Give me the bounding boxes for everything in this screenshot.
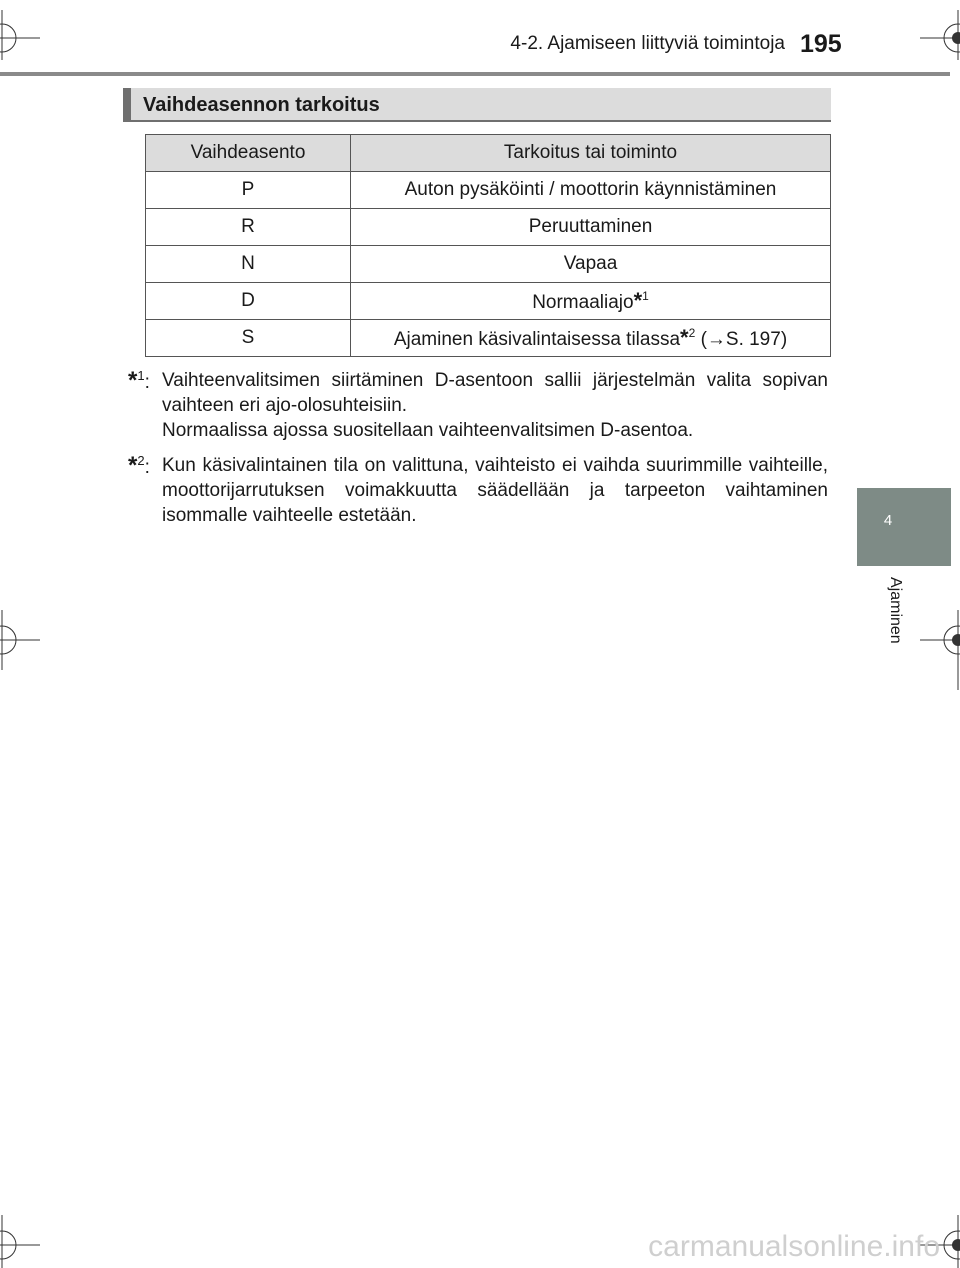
footnote-star: *: [128, 367, 138, 394]
footnote-text: Kun käsivalintainen tila on valittuna, vaihteisto ei vaihda suurimmille vaihteille, moottorijarrutuksen voimakkuutta säädellään ja tarpeeton vaihtaminen isommalle vaihteelle estetään.: [162, 455, 828, 526]
footnote-marker: [128, 453, 164, 480]
page-reference: (→S. 197): [700, 329, 788, 350]
column-header-position: Vaihdeasento: [146, 135, 351, 172]
footnote-body: [162, 453, 828, 528]
table-header-row: [146, 135, 831, 172]
cell-position: N: [146, 246, 351, 283]
footnote-1: [128, 368, 828, 443]
page-number: 195: [800, 30, 842, 58]
table-row: [146, 320, 831, 357]
footnote-text: Normaalissa ajossa suositellaan vaihteenvalitsimen D-asentoa.: [162, 420, 694, 441]
footnote-2: [128, 453, 828, 528]
cell-purpose: Vapaa: [351, 246, 831, 283]
table-row: [146, 283, 831, 320]
gear-position-table: [145, 134, 831, 357]
footnote-number: 2: [137, 453, 145, 468]
cell-position: P: [146, 172, 351, 209]
chapter-tab-number: 4: [883, 512, 893, 529]
footnote-marker: [128, 368, 164, 395]
purpose-text: Ajaminen käsivalintaisessa tilassa: [393, 329, 681, 350]
footnote-colon: :: [144, 457, 150, 478]
cell-position: R: [146, 209, 351, 246]
cell-purpose: [351, 283, 831, 320]
cell-purpose: [351, 320, 831, 357]
crop-mark-bottom-left: [0, 1215, 40, 1268]
footnote-text: Vaihteenvalitsimen siirtäminen D-asentoon sallii järjestelmän valita sopivan vaihteen eri ajo-olosuhteisiin.: [162, 370, 828, 416]
footnote-ref: 2: [688, 326, 696, 340]
cell-purpose: Auton pysäköinti / moottorin käynnistäminen: [351, 172, 831, 209]
footnote-body: [162, 368, 828, 443]
footnote-star: *: [680, 325, 689, 350]
table-row: [146, 172, 831, 209]
watermark: carmanualsonline.info: [648, 1230, 940, 1263]
crop-mark-top-right: [920, 0, 960, 60]
cell-position: D: [146, 283, 351, 320]
crop-mark-mid-right: [920, 610, 960, 690]
footnote-number: 1: [137, 368, 145, 383]
header-rule: [0, 72, 950, 76]
purpose-text: Normaaliajo: [532, 292, 634, 313]
footnote-star: *: [633, 288, 643, 313]
crop-mark-mid-left: [0, 610, 40, 670]
footnote-star: *: [128, 452, 138, 479]
table-row: [146, 209, 831, 246]
footnote-ref: 1: [642, 289, 649, 303]
cell-position: S: [146, 320, 351, 357]
table-row: [146, 246, 831, 283]
cell-purpose: Peruuttaminen: [351, 209, 831, 246]
crop-mark-top-left: [0, 0, 40, 60]
chapter-tab-label: Ajaminen: [887, 577, 904, 644]
running-header-section: 4-2. Ajamiseen liittyviä toimintoja: [510, 33, 785, 54]
footnote-colon: :: [144, 372, 150, 393]
chapter-tab: [857, 488, 951, 566]
section-heading: Vaihdeasennon tarkoitus: [123, 88, 831, 122]
column-header-purpose: Tarkoitus tai toiminto: [351, 135, 831, 172]
